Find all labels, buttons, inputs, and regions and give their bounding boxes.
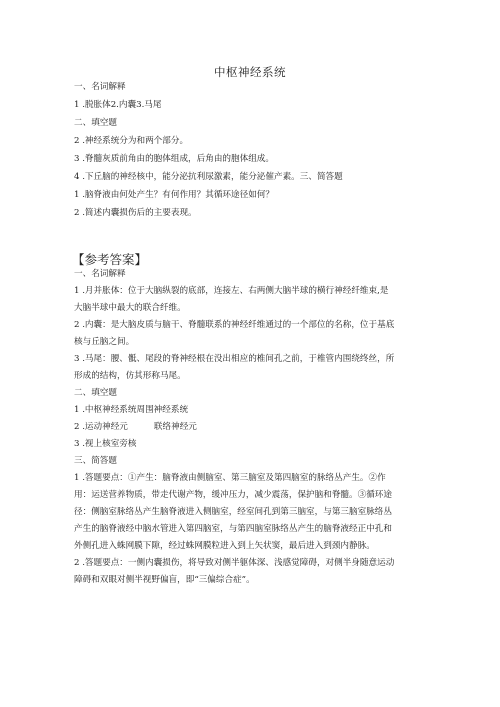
answer-line: 3 .视上核室旁核 [74,439,137,449]
question-line: 2 .简述内囊损伤后的主要表现。 [74,208,197,218]
section-heading-definitions: 一、名词解释 [74,82,126,92]
answer-line: 障碍和双眼对侧半视野偏盲，即“三偏综合症”。 [74,575,255,585]
question-line: 3 .脊髓灰质前角由的胞体组成，后角由的胞体组成。 [74,154,274,164]
answer-line: 1 .中枢神经系统周围神经系统 [74,405,189,415]
answer-line: 外侧孔进入蛛网膜下隙，经过蛛网膜粒进入到上矢状窦，最后进入到颈内静脉。 [74,541,375,551]
answers-section [74,266,434,589]
section-heading-short-answer: 三、简答题 [74,456,117,466]
answer-line: 3 .马尾：腰、骶、尾段的脊神经根在没出相应的椎间孔之前，于椎管内围绕终丝，所 [74,354,395,364]
answer-line: 1 .月并胀体：位于大脑纵裂的底部，连接左、右两侧大脑半球的横行神经纤维束,是 [74,286,389,296]
answer-line: 2 .内囊：是大脑皮质与脑干、脊髓联系的神经纤维通过的一个部位的名称，位于基底 [74,320,395,330]
answer-heading: 【参考答案】 [72,252,148,267]
section-heading-definitions: 一、名词解释 [74,269,126,279]
section-heading-fill-in: 二、填空题 [74,118,117,128]
answer-line: 形成的结构，仿其形称马尾。 [74,371,186,381]
answer-fragment: 2 .运动神经元 [74,422,128,432]
answer-line: 大脑半球中最大的联合纤维。 [74,303,186,313]
document-title: 中枢神经系统 [214,65,286,79]
answer-line: 2 .答题要点：一侧内囊损伤，将导致对侧半躯体深、浅感觉障碍，对侧半身随意运动 [74,558,395,568]
answer-line: 径：侧脑室脉络丛产生脑脊液进入侧脑室，经室间孔到第三脑室，与第三脑室脉络丛 [74,507,392,517]
answer-line: 用：运送营养物质，带走代谢产物，缓冲压力，减少震荡，保护脑和脊髓。③循环途 [74,490,392,500]
question-line: 2 .神经系统分为和两个部分。 [74,136,189,146]
answer-line [74,419,434,436]
section-heading-fill-in: 二、填空题 [74,388,117,398]
answer-fragment: 联络神经元 [153,422,197,432]
questions-section [74,78,434,222]
question-line: 1 .脱胀体2.内囊3.马尾 [74,100,162,110]
answer-line: 核与丘脑之间。 [74,337,135,347]
question-line: 4 .下丘脑的神经核中，能分泌抗利尿激素，能分泌催产素。三、简答题 [74,172,343,182]
answer-line: 1 .答题要点：①产生：脑脊液由侧脑室、第三脑室及第四脑室的脉络丛产生。②作 [74,473,386,483]
question-line: 1 .脑脊液由何处产生？有何作用？其循环途径如何？ [74,190,274,200]
answer-line: 产生的脑脊液经中脑水管进入第四脑室，与第四脑室脉络丛产生的脑脊液经正中孔和 [74,524,392,534]
